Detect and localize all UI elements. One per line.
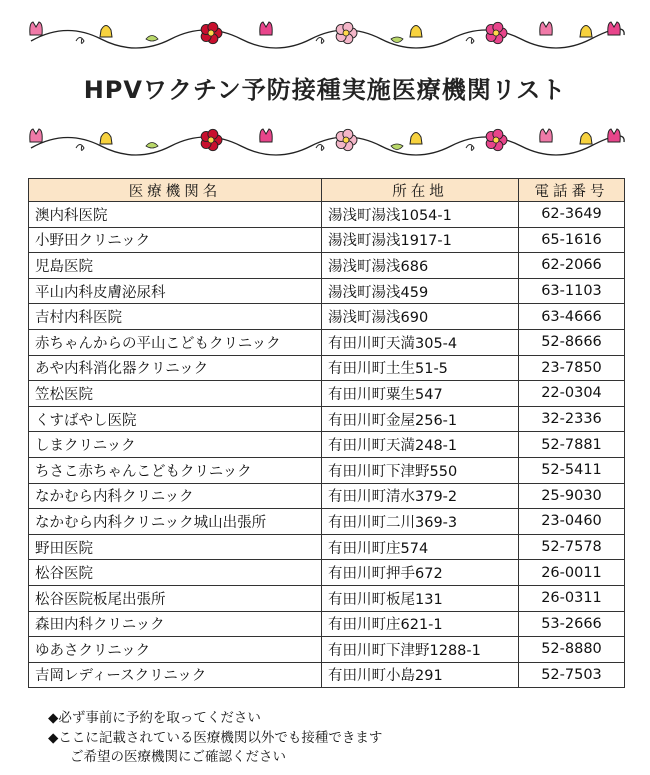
phone-cell: 52-5411 bbox=[519, 457, 625, 483]
phone-cell: 63-1103 bbox=[519, 278, 625, 304]
address-cell: 有田川町粟生547 bbox=[322, 381, 519, 407]
tulip-flower-icon bbox=[260, 22, 272, 35]
table-row bbox=[29, 457, 625, 483]
table-row bbox=[29, 534, 625, 560]
phone-cell: 62-2066 bbox=[519, 253, 625, 279]
clinic-name-cell: ちさこ赤ちゃんこどもクリニック bbox=[29, 457, 322, 483]
bell-flower-icon bbox=[100, 26, 112, 38]
tulip-flower-icon bbox=[260, 129, 272, 142]
vine-stem bbox=[31, 29, 624, 48]
address-cell: 有田川町小島291 bbox=[322, 662, 519, 688]
curl-ornament-icon bbox=[76, 145, 84, 151]
table-row bbox=[29, 637, 625, 663]
clinic-name-cell: 森田内科クリニック bbox=[29, 611, 322, 637]
phone-cell: 52-7578 bbox=[519, 534, 625, 560]
address-cell: 有田川町金屋256-1 bbox=[322, 406, 519, 432]
phone-cell: 23-0460 bbox=[519, 509, 625, 535]
clinic-name-cell: 赤ちゃんからの平山こどもクリニック bbox=[29, 329, 322, 355]
address-cell: 有田川町板尾131 bbox=[322, 585, 519, 611]
phone-cell: 52-8880 bbox=[519, 637, 625, 663]
blossom-flower-icon bbox=[336, 22, 357, 43]
phone-cell: 25-9030 bbox=[519, 483, 625, 509]
note-other-clinics: ◆ここに記載されている医療機関以外でも接種できます bbox=[48, 729, 383, 746]
phone-cell: 32-2336 bbox=[519, 406, 625, 432]
clinic-name-cell: 野田医院 bbox=[29, 534, 322, 560]
phone-cell: 23-7850 bbox=[519, 355, 625, 381]
phone-cell: 65-1616 bbox=[519, 227, 625, 253]
clinic-name-cell: 小野田クリニック bbox=[29, 227, 322, 253]
leaf-icon bbox=[391, 144, 403, 150]
header-phone: 電話番号 bbox=[519, 179, 625, 202]
address-cell: 湯浅町湯浅1054-1 bbox=[322, 202, 519, 228]
curl-ornament-icon bbox=[316, 145, 324, 151]
phone-cell: 53-2666 bbox=[519, 611, 625, 637]
phone-cell: 52-8666 bbox=[519, 329, 625, 355]
clinic-name-cell: くすばやし医院 bbox=[29, 406, 322, 432]
leaf-icon bbox=[146, 143, 158, 149]
clinic-name-cell: ゆあさクリニック bbox=[29, 637, 322, 663]
clinic-name-cell: 児島医院 bbox=[29, 253, 322, 279]
address-cell: 有田川町天満305-4 bbox=[322, 329, 519, 355]
table-row bbox=[29, 304, 625, 330]
tulip-flower-icon bbox=[540, 129, 552, 142]
clinic-name-cell: 平山内科皮膚泌尿科 bbox=[29, 278, 322, 304]
curl-ornament-icon bbox=[466, 145, 474, 151]
header-clinic-name: 医療機関名 bbox=[29, 179, 322, 202]
blossom-flower-icon bbox=[486, 22, 507, 43]
table-row bbox=[29, 585, 625, 611]
clinic-name-cell: 笠松医院 bbox=[29, 381, 322, 407]
phone-cell: 63-4666 bbox=[519, 304, 625, 330]
table-row bbox=[29, 329, 625, 355]
address-cell: 有田川町二川369-3 bbox=[322, 509, 519, 535]
page-title: HPVワクチン予防接種実施医療機関リスト bbox=[83, 76, 567, 104]
table-row bbox=[29, 253, 625, 279]
bell-flower-icon bbox=[410, 133, 422, 145]
address-cell: 有田川町庄574 bbox=[322, 534, 519, 560]
tulip-flower-icon bbox=[608, 22, 620, 35]
note-confirm: ご希望の医療機関にご確認ください bbox=[70, 749, 286, 765]
address-cell: 有田川町庄621-1 bbox=[322, 611, 519, 637]
bell-flower-icon bbox=[580, 133, 592, 145]
clinic-table bbox=[28, 178, 625, 688]
blossom-flower-icon bbox=[201, 129, 222, 150]
blossom-flower-icon bbox=[336, 129, 357, 150]
floral-border-top bbox=[26, 15, 626, 53]
table-row bbox=[29, 227, 625, 253]
phone-cell: 22-0304 bbox=[519, 381, 625, 407]
clinic-name-cell: なかむら内科クリニック城山出張所 bbox=[29, 509, 322, 535]
header-address: 所在地 bbox=[322, 179, 519, 202]
note-reservation: ◆必ず事前に予約を取ってください bbox=[48, 710, 261, 726]
address-cell: 有田川町下津野550 bbox=[322, 457, 519, 483]
table-row bbox=[29, 278, 625, 304]
bell-flower-icon bbox=[410, 26, 422, 38]
clinic-name-cell: あや内科消化器クリニック bbox=[29, 355, 322, 381]
clinic-name-cell: 吉村内科医院 bbox=[29, 304, 322, 330]
bell-flower-icon bbox=[100, 133, 112, 145]
address-cell: 湯浅町湯浅1917-1 bbox=[322, 227, 519, 253]
address-cell: 有田川町下津野1288-1 bbox=[322, 637, 519, 663]
curl-ornament-icon bbox=[76, 38, 84, 44]
clinic-name-cell: 松谷医院 bbox=[29, 560, 322, 586]
curl-ornament-icon bbox=[316, 38, 324, 44]
address-cell: 有田川町天満248-1 bbox=[322, 432, 519, 458]
table-row bbox=[29, 202, 625, 228]
phone-cell: 52-7503 bbox=[519, 662, 625, 688]
clinic-name-cell: なかむら内科クリニック bbox=[29, 483, 322, 509]
tulip-flower-icon bbox=[30, 22, 42, 35]
tulip-flower-icon bbox=[30, 129, 42, 142]
address-cell: 湯浅町湯浅459 bbox=[322, 278, 519, 304]
clinic-name-cell: しまクリニック bbox=[29, 432, 322, 458]
phone-cell: 62-3649 bbox=[519, 202, 625, 228]
address-cell: 湯浅町湯浅686 bbox=[322, 253, 519, 279]
leaf-icon bbox=[146, 36, 158, 42]
phone-cell: 52-7881 bbox=[519, 432, 625, 458]
table-row bbox=[29, 483, 625, 509]
address-cell: 湯浅町湯浅690 bbox=[322, 304, 519, 330]
address-cell: 有田川町清水379-2 bbox=[322, 483, 519, 509]
table-row bbox=[29, 406, 625, 432]
table-row bbox=[29, 560, 625, 586]
phone-cell: 26-0011 bbox=[519, 560, 625, 586]
tulip-flower-icon bbox=[608, 129, 620, 142]
clinic-name-cell: 澳内科医院 bbox=[29, 202, 322, 228]
table-row bbox=[29, 432, 625, 458]
vine-stem bbox=[31, 136, 624, 155]
table-header-row bbox=[29, 179, 625, 202]
table-row bbox=[29, 355, 625, 381]
floral-border-middle bbox=[26, 122, 626, 160]
table-row bbox=[29, 662, 625, 688]
leaf-icon bbox=[391, 37, 403, 43]
tulip-flower-icon bbox=[540, 22, 552, 35]
address-cell: 有田川町押手672 bbox=[322, 560, 519, 586]
table-row bbox=[29, 509, 625, 535]
clinic-name-cell: 松谷医院板尾出張所 bbox=[29, 585, 322, 611]
table-row bbox=[29, 611, 625, 637]
bell-flower-icon bbox=[580, 26, 592, 38]
phone-cell: 26-0311 bbox=[519, 585, 625, 611]
blossom-flower-icon bbox=[486, 129, 507, 150]
address-cell: 有田川町土生51-5 bbox=[322, 355, 519, 381]
blossom-flower-icon bbox=[201, 22, 222, 43]
notes bbox=[48, 709, 382, 768]
table-row bbox=[29, 381, 625, 407]
clinic-name-cell: 吉岡レディースクリニック bbox=[29, 662, 322, 688]
curl-ornament-icon bbox=[466, 38, 474, 44]
